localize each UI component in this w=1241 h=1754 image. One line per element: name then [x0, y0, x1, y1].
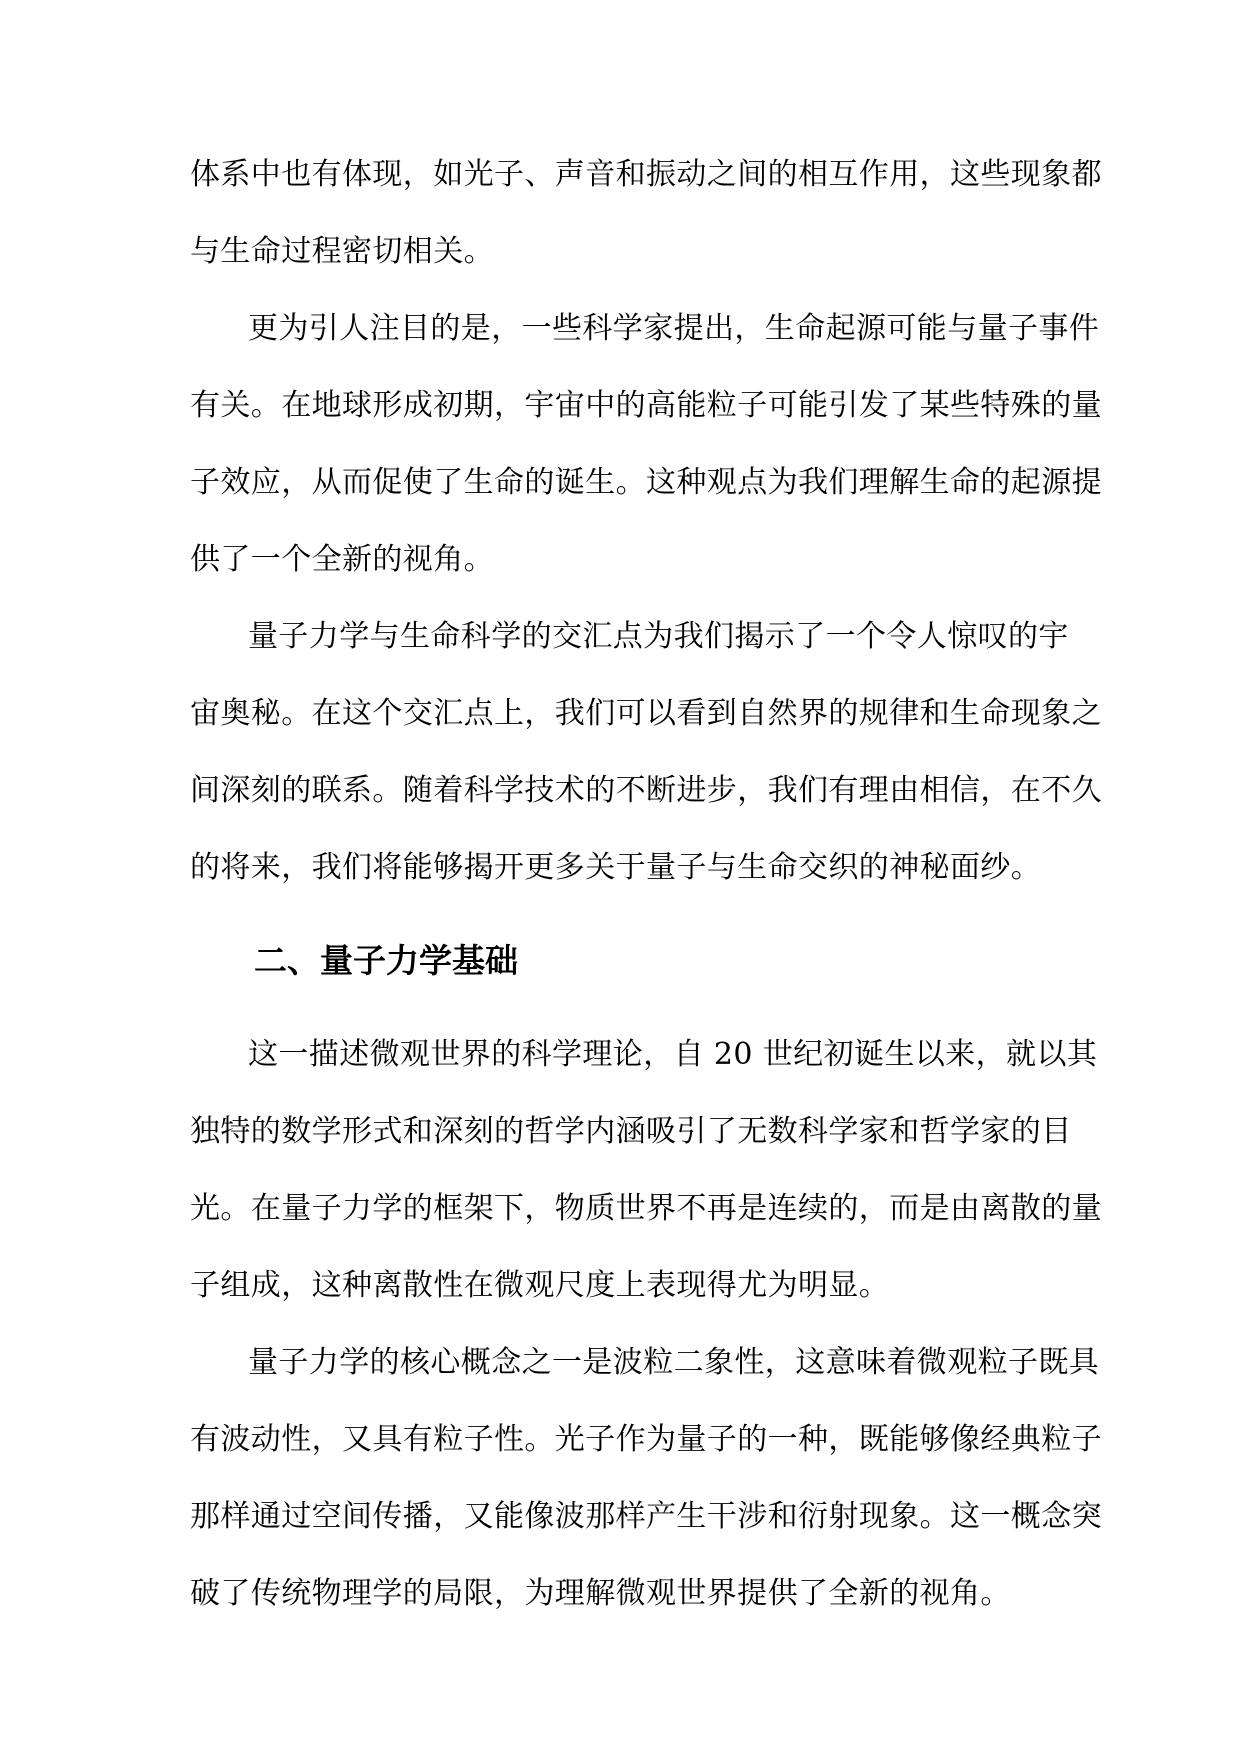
paragraph-line: 宙奥秘。在这个交汇点上，我们可以看到自然界的规律和生命现象之 — [190, 696, 1102, 731]
paragraph-line: 更为引人注目的是，一些科学家提出，生命起源可能与量子事件 — [248, 311, 1100, 346]
paragraph-continued — [190, 136, 1102, 290]
section-heading: 二、量子力学基础 — [254, 941, 518, 980]
paragraph-line: 量子力学的核心概念之一是波粒二象性，这意味着微观粒子既具 — [248, 1345, 1100, 1380]
paragraph-wave-particle — [190, 1324, 1102, 1632]
paragraph-line: 有波动性，又具有粒子性。光子作为量子的一种，既能够像经典粒子 — [190, 1422, 1102, 1457]
paragraph-origin-of-life — [190, 290, 1102, 598]
paragraph-line: 独特的数学形式和深刻的哲学内涵吸引了无数科学家和哲学家的目 — [190, 1114, 1072, 1149]
paragraph-line: 光。在量子力学的框架下，物质世界不再是连续的，而是由离散的量 — [190, 1191, 1102, 1226]
paragraph-line: 供了一个全新的视角。 — [190, 542, 494, 577]
paragraph-intersection — [190, 598, 1102, 906]
paragraph-line: 有关。在地球形成初期，宇宙中的高能粒子可能引发了某些特殊的量 — [190, 388, 1102, 423]
paragraph-line: 体系中也有体现，如光子、声音和振动之间的相互作用，这些现象都 — [190, 157, 1102, 192]
paragraph-quantum-theory — [190, 1016, 1102, 1324]
paragraph-line: 破了传统物理学的局限，为理解微观世界提供了全新的视角。 — [190, 1576, 1011, 1611]
paragraph-line: 的将来，我们将能够揭开更多关于量子与生命交织的神秘面纱。 — [190, 850, 1042, 885]
document-page — [190, 136, 1102, 1632]
paragraph-line: 那样通过空间传播，又能像波那样产生干涉和衍射现象。这一概念突 — [190, 1499, 1102, 1534]
paragraph-line: 间深刻的联系。随着科学技术的不断进步，我们有理由相信，在不久 — [190, 773, 1102, 808]
paragraph-line: 子组成，这种离散性在微观尺度上表现得尤为明显。 — [190, 1268, 890, 1303]
paragraph-line: 这一描述微观世界的科学理论，自 20 世纪初诞生以来，就以其 — [248, 1037, 1098, 1072]
paragraph-line: 子效应，从而促使了生命的诞生。这种观点为我们理解生命的起源提 — [190, 465, 1102, 500]
paragraph-line: 量子力学与生命科学的交汇点为我们揭示了一个令人惊叹的宇 — [248, 619, 1069, 654]
paragraph-line: 与生命过程密切相关。 — [190, 234, 494, 269]
